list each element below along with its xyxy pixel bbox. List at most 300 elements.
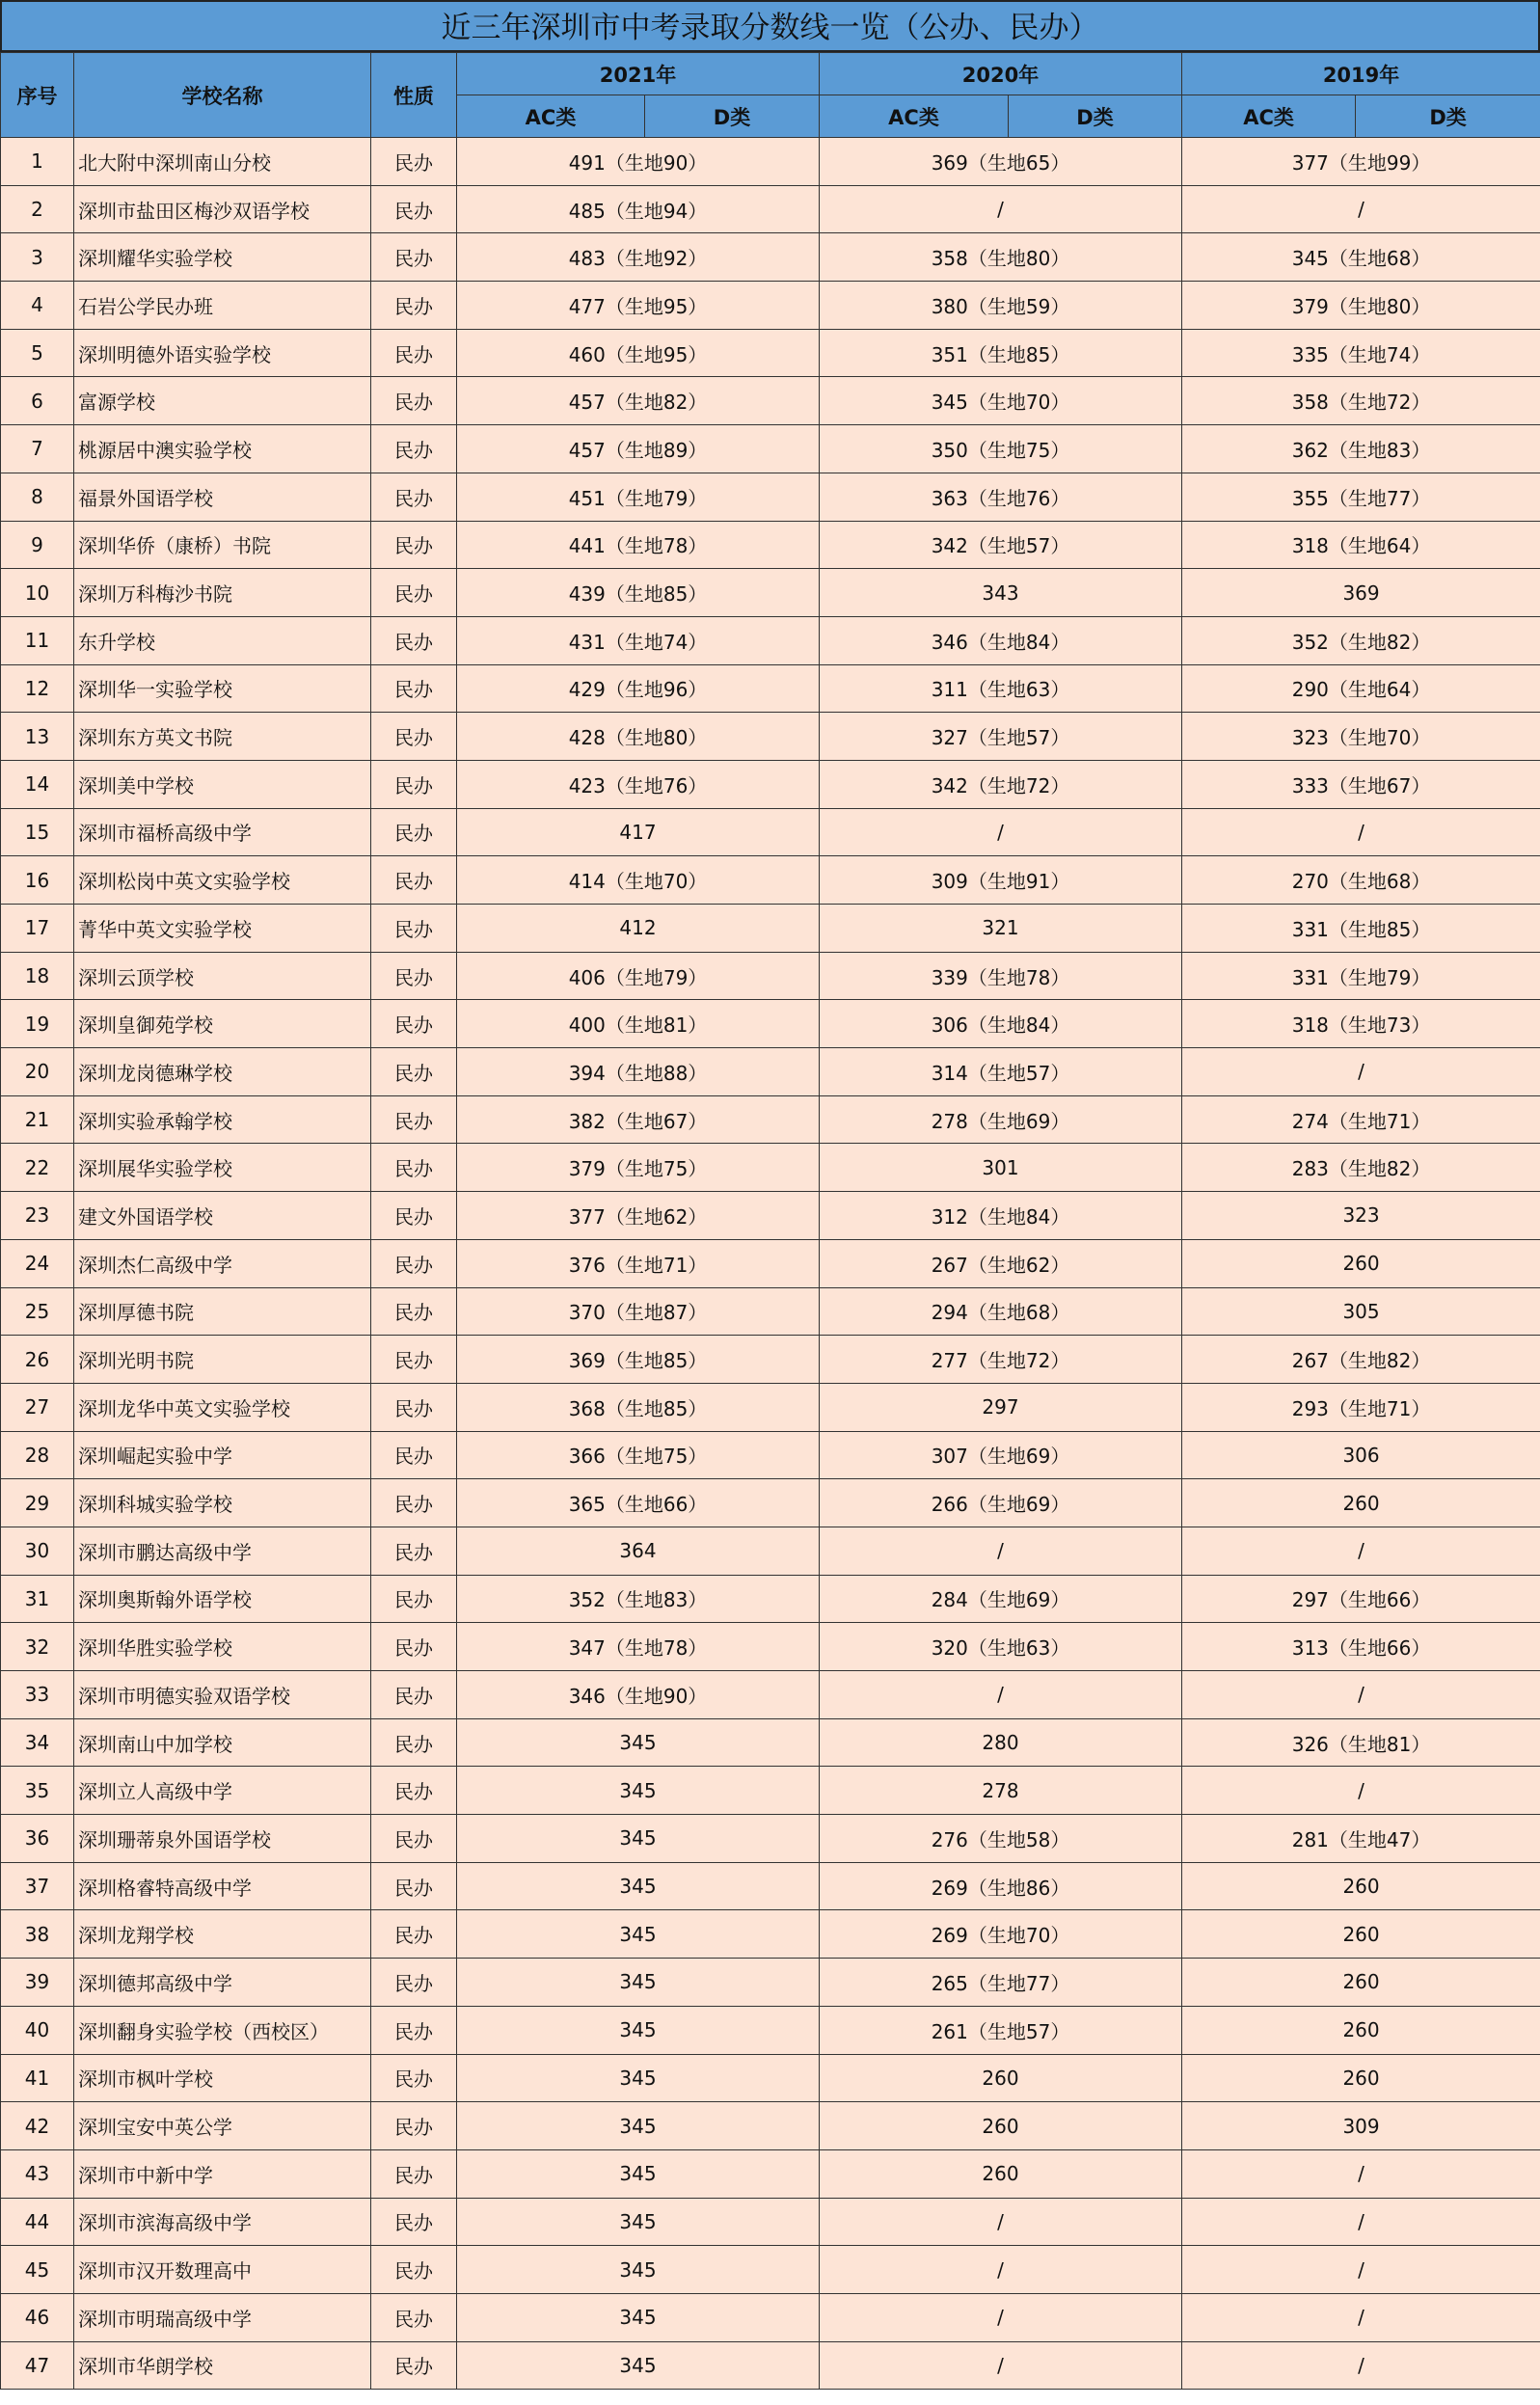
row-seq-cell: 19: [1, 1000, 74, 1048]
row-score-2021-cell: 441（生地78）: [457, 521, 820, 569]
row-score-2019-cell: 355（生地77）: [1182, 473, 1540, 521]
row-seq-cell: 29: [1, 1479, 74, 1527]
table-row: [1, 760, 1540, 808]
table-row: [1, 1718, 1540, 1767]
row-seq-cell: 20: [1, 1048, 74, 1096]
row-seq-cell: 10: [1, 569, 74, 617]
row-seq-cell: 40: [1, 2006, 74, 2054]
row-school-name-cell: 建文外国语学校: [74, 1192, 371, 1240]
row-score-2020-cell: 342（生地72）: [820, 760, 1182, 808]
row-score-2020-cell: /: [820, 808, 1182, 856]
header-d-2019: D类: [1356, 95, 1540, 138]
row-score-2021-cell: 457（生地82）: [457, 377, 820, 425]
row-score-2019-cell: 318（生地73）: [1182, 1000, 1540, 1048]
header-year-2020: 2020年: [820, 53, 1182, 95]
row-type-cell: 民办: [371, 473, 457, 521]
row-seq-cell: 30: [1, 1527, 74, 1575]
row-school-name-cell: 深圳东方英文书院: [74, 713, 371, 761]
row-score-2021-cell: 345: [457, 2054, 820, 2102]
row-score-2020-cell: 260: [820, 2102, 1182, 2150]
row-seq-cell: 13: [1, 713, 74, 761]
row-score-2021-cell: 364: [457, 1527, 820, 1575]
row-score-2019-cell: 345（生地68）: [1182, 233, 1540, 282]
row-score-2021-cell: 365（生地66）: [457, 1479, 820, 1527]
header-school-name: 学校名称: [74, 53, 371, 138]
row-score-2020-cell: 350（生地75）: [820, 425, 1182, 473]
row-type-cell: 民办: [371, 1718, 457, 1767]
row-score-2020-cell: 261（生地57）: [820, 2006, 1182, 2054]
row-score-2021-cell: 457（生地89）: [457, 425, 820, 473]
row-score-2019-cell: 281（生地47）: [1182, 1815, 1540, 1863]
table-body: [1, 138, 1540, 2390]
row-score-2021-cell: 345: [457, 2149, 820, 2198]
row-score-2020-cell: 278: [820, 1767, 1182, 1815]
row-school-name-cell: 深圳奥斯翰外语学校: [74, 1575, 371, 1623]
row-school-name-cell: 深圳美中学校: [74, 760, 371, 808]
row-score-2021-cell: 345: [457, 2246, 820, 2294]
row-seq-cell: 9: [1, 521, 74, 569]
row-score-2020-cell: 269（生地86）: [820, 1862, 1182, 1910]
header-seq: 序号: [1, 53, 74, 138]
row-type-cell: 民办: [371, 233, 457, 282]
table-row: [1, 1048, 1540, 1096]
row-school-name-cell: 深圳市明德实验双语学校: [74, 1671, 371, 1719]
row-score-2020-cell: 380（生地59）: [820, 282, 1182, 330]
row-type-cell: 民办: [371, 2006, 457, 2054]
row-score-2019-cell: 293（生地71）: [1182, 1383, 1540, 1431]
row-type-cell: 民办: [371, 664, 457, 713]
row-score-2020-cell: 306（生地84）: [820, 1000, 1182, 1048]
table-row: [1, 1479, 1540, 1527]
row-type-cell: 民办: [371, 138, 457, 186]
row-type-cell: 民办: [371, 2149, 457, 2198]
row-seq-cell: 26: [1, 1336, 74, 1384]
row-score-2020-cell: 343: [820, 569, 1182, 617]
row-seq-cell: 38: [1, 1910, 74, 1959]
row-score-2019-cell: 352（生地82）: [1182, 616, 1540, 664]
row-school-name-cell: 深圳科城实验学校: [74, 1479, 371, 1527]
row-seq-cell: 11: [1, 616, 74, 664]
table-row: [1, 377, 1540, 425]
row-score-2019-cell: 313（生地66）: [1182, 1623, 1540, 1671]
row-score-2020-cell: 267（生地62）: [820, 1239, 1182, 1287]
row-seq-cell: 7: [1, 425, 74, 473]
row-school-name-cell: 深圳宝安中英公学: [74, 2102, 371, 2150]
row-school-name-cell: 深圳华一实验学校: [74, 664, 371, 713]
row-score-2019-cell: 379（生地80）: [1182, 282, 1540, 330]
row-score-2019-cell: 323: [1182, 1192, 1540, 1240]
row-seq-cell: 2: [1, 185, 74, 233]
row-score-2020-cell: 309（生地91）: [820, 856, 1182, 905]
row-school-name-cell: 深圳耀华实验学校: [74, 233, 371, 282]
row-type-cell: 民办: [371, 905, 457, 953]
row-type-cell: 民办: [371, 1192, 457, 1240]
row-score-2020-cell: 320（生地63）: [820, 1623, 1182, 1671]
row-score-2020-cell: /: [820, 1527, 1182, 1575]
row-score-2019-cell: 274（生地71）: [1182, 1095, 1540, 1144]
row-type-cell: 民办: [371, 1000, 457, 1048]
row-school-name-cell: 深圳市枫叶学校: [74, 2054, 371, 2102]
row-seq-cell: 25: [1, 1287, 74, 1336]
row-type-cell: 民办: [371, 1767, 457, 1815]
row-score-2019-cell: /: [1182, 1767, 1540, 1815]
header-type: 性质: [371, 53, 457, 138]
table-row: [1, 1095, 1540, 1144]
row-score-2021-cell: 345: [457, 1862, 820, 1910]
row-seq-cell: 41: [1, 2054, 74, 2102]
row-type-cell: 民办: [371, 713, 457, 761]
row-score-2020-cell: 345（生地70）: [820, 377, 1182, 425]
row-school-name-cell: 深圳市盐田区梅沙双语学校: [74, 185, 371, 233]
row-score-2020-cell: 321: [820, 905, 1182, 953]
row-score-2021-cell: 347（生地78）: [457, 1623, 820, 1671]
table-row: [1, 1623, 1540, 1671]
table-row: [1, 1959, 1540, 2007]
table-row: [1, 2102, 1540, 2150]
table-row: [1, 1192, 1540, 1240]
row-type-cell: 民办: [371, 1383, 457, 1431]
row-score-2021-cell: 379（生地75）: [457, 1144, 820, 1192]
table-row: [1, 856, 1540, 905]
row-score-2021-cell: 412: [457, 905, 820, 953]
row-seq-cell: 8: [1, 473, 74, 521]
row-score-2019-cell: 306: [1182, 1431, 1540, 1479]
table-row: [1, 1144, 1540, 1192]
row-score-2019-cell: 260: [1182, 2054, 1540, 2102]
row-score-2019-cell: 270（生地68）: [1182, 856, 1540, 905]
table-row: [1, 1671, 1540, 1719]
row-school-name-cell: 深圳崛起实验中学: [74, 1431, 371, 1479]
row-score-2019-cell: 309: [1182, 2102, 1540, 2150]
header-d-2020: D类: [1009, 95, 1182, 138]
row-seq-cell: 12: [1, 664, 74, 713]
row-score-2020-cell: 351（生地85）: [820, 329, 1182, 377]
row-school-name-cell: 深圳南山中加学校: [74, 1718, 371, 1767]
row-type-cell: 民办: [371, 425, 457, 473]
table-row: [1, 1336, 1540, 1384]
table-row: [1, 569, 1540, 617]
row-score-2021-cell: 345: [457, 1959, 820, 2007]
row-score-2021-cell: 439（生地85）: [457, 569, 820, 617]
row-seq-cell: 35: [1, 1767, 74, 1815]
row-score-2021-cell: 485（生地94）: [457, 185, 820, 233]
row-score-2019-cell: 260: [1182, 1862, 1540, 1910]
row-seq-cell: 44: [1, 2198, 74, 2246]
table-row: [1, 2341, 1540, 2390]
row-score-2019-cell: /: [1182, 2246, 1540, 2294]
row-score-2020-cell: 339（生地78）: [820, 952, 1182, 1000]
row-score-2019-cell: 333（生地67）: [1182, 760, 1540, 808]
table-row: [1, 329, 1540, 377]
row-score-2020-cell: 278（生地69）: [820, 1095, 1182, 1144]
row-seq-cell: 18: [1, 952, 74, 1000]
row-score-2020-cell: 363（生地76）: [820, 473, 1182, 521]
row-score-2021-cell: 483（生地92）: [457, 233, 820, 282]
row-score-2020-cell: 260: [820, 2149, 1182, 2198]
row-score-2019-cell: 323（生地70）: [1182, 713, 1540, 761]
row-score-2021-cell: 345: [457, 2102, 820, 2150]
row-school-name-cell: 东升学校: [74, 616, 371, 664]
row-score-2021-cell: 345: [457, 1815, 820, 1863]
table-row: [1, 1431, 1540, 1479]
row-school-name-cell: 石岩公学民办班: [74, 282, 371, 330]
row-type-cell: 民办: [371, 2341, 457, 2390]
row-type-cell: 民办: [371, 1910, 457, 1959]
row-score-2020-cell: /: [820, 2246, 1182, 2294]
table-row: [1, 233, 1540, 282]
row-type-cell: 民办: [371, 1431, 457, 1479]
row-score-2020-cell: 346（生地84）: [820, 616, 1182, 664]
row-type-cell: 民办: [371, 1575, 457, 1623]
row-school-name-cell: 深圳德邦高级中学: [74, 1959, 371, 2007]
row-type-cell: 民办: [371, 2293, 457, 2341]
row-score-2020-cell: 260: [820, 2054, 1182, 2102]
row-type-cell: 民办: [371, 1815, 457, 1863]
row-score-2021-cell: 460（生地95）: [457, 329, 820, 377]
header-d-2021: D类: [645, 95, 820, 138]
row-score-2019-cell: 260: [1182, 1959, 1540, 2007]
row-school-name-cell: 桃源居中澳实验学校: [74, 425, 371, 473]
table-row: [1, 1862, 1540, 1910]
row-school-name-cell: 深圳市汉开数理高中: [74, 2246, 371, 2294]
row-school-name-cell: 深圳松岗中英文实验学校: [74, 856, 371, 905]
row-score-2019-cell: 267（生地82）: [1182, 1336, 1540, 1384]
row-seq-cell: 17: [1, 905, 74, 953]
row-type-cell: 民办: [371, 1479, 457, 1527]
row-score-2021-cell: 352（生地83）: [457, 1575, 820, 1623]
row-score-2021-cell: 376（生地71）: [457, 1239, 820, 1287]
row-school-name-cell: 深圳皇御苑学校: [74, 1000, 371, 1048]
row-seq-cell: 45: [1, 2246, 74, 2294]
row-seq-cell: 31: [1, 1575, 74, 1623]
row-type-cell: 民办: [371, 1862, 457, 1910]
table-row: [1, 2006, 1540, 2054]
row-score-2021-cell: 345: [457, 1767, 820, 1815]
row-score-2020-cell: 266（生地69）: [820, 1479, 1182, 1527]
row-seq-cell: 6: [1, 377, 74, 425]
row-school-name-cell: 深圳市明瑞高级中学: [74, 2293, 371, 2341]
table-row: [1, 282, 1540, 330]
row-score-2019-cell: 326（生地81）: [1182, 1718, 1540, 1767]
table-row: [1, 664, 1540, 713]
row-school-name-cell: 菁华中英文实验学校: [74, 905, 371, 953]
row-score-2021-cell: 345: [457, 1910, 820, 1959]
row-seq-cell: 16: [1, 856, 74, 905]
header-ac-2019: AC类: [1182, 95, 1356, 138]
row-type-cell: 民办: [371, 377, 457, 425]
row-score-2019-cell: /: [1182, 185, 1540, 233]
row-seq-cell: 14: [1, 760, 74, 808]
row-score-2019-cell: 297（生地66）: [1182, 1575, 1540, 1623]
row-score-2020-cell: 276（生地58）: [820, 1815, 1182, 1863]
row-score-2019-cell: 305: [1182, 1287, 1540, 1336]
row-seq-cell: 42: [1, 2102, 74, 2150]
row-type-cell: 民办: [371, 2102, 457, 2150]
row-school-name-cell: 深圳龙岗德琳学校: [74, 1048, 371, 1096]
row-seq-cell: 21: [1, 1095, 74, 1144]
row-score-2020-cell: /: [820, 2293, 1182, 2341]
row-seq-cell: 4: [1, 282, 74, 330]
row-type-cell: 民办: [371, 2054, 457, 2102]
row-school-name-cell: 深圳翻身实验学校（西校区）: [74, 2006, 371, 2054]
row-score-2019-cell: 260: [1182, 2006, 1540, 2054]
row-type-cell: 民办: [371, 1144, 457, 1192]
row-score-2019-cell: /: [1182, 2341, 1540, 2390]
sheet-title: 近三年深圳市中考录取分数线一览（公办、民办）: [0, 0, 1540, 52]
row-seq-cell: 47: [1, 2341, 74, 2390]
row-type-cell: 民办: [371, 808, 457, 856]
table-row: [1, 808, 1540, 856]
row-score-2021-cell: 345: [457, 2293, 820, 2341]
row-score-2019-cell: 260: [1182, 1910, 1540, 1959]
row-type-cell: 民办: [371, 569, 457, 617]
row-score-2019-cell: 331（生地85）: [1182, 905, 1540, 953]
row-school-name-cell: 深圳光明书院: [74, 1336, 371, 1384]
row-school-name-cell: 深圳市滨海高级中学: [74, 2198, 371, 2246]
row-school-name-cell: 北大附中深圳南山分校: [74, 138, 371, 186]
table-row: [1, 1910, 1540, 1959]
row-score-2021-cell: 431（生地74）: [457, 616, 820, 664]
row-score-2020-cell: 312（生地84）: [820, 1192, 1182, 1240]
table-row: [1, 713, 1540, 761]
row-score-2019-cell: /: [1182, 1671, 1540, 1719]
row-type-cell: 民办: [371, 1623, 457, 1671]
table-row: [1, 138, 1540, 186]
row-seq-cell: 27: [1, 1383, 74, 1431]
row-score-2019-cell: /: [1182, 2198, 1540, 2246]
row-score-2021-cell: 414（生地70）: [457, 856, 820, 905]
row-type-cell: 民办: [371, 1959, 457, 2007]
row-score-2021-cell: 491（生地90）: [457, 138, 820, 186]
row-score-2021-cell: 345: [457, 2198, 820, 2246]
row-score-2020-cell: 327（生地57）: [820, 713, 1182, 761]
table-row: [1, 185, 1540, 233]
table-row: [1, 952, 1540, 1000]
row-school-name-cell: 深圳杰仁高级中学: [74, 1239, 371, 1287]
row-score-2021-cell: 369（生地85）: [457, 1336, 820, 1384]
row-score-2021-cell: 477（生地95）: [457, 282, 820, 330]
row-score-2021-cell: 345: [457, 2006, 820, 2054]
table-row: [1, 473, 1540, 521]
row-type-cell: 民办: [371, 1239, 457, 1287]
row-type-cell: 民办: [371, 521, 457, 569]
row-school-name-cell: 深圳厚德书院: [74, 1287, 371, 1336]
row-seq-cell: 37: [1, 1862, 74, 1910]
row-score-2019-cell: /: [1182, 2149, 1540, 2198]
row-score-2020-cell: 277（生地72）: [820, 1336, 1182, 1384]
row-score-2020-cell: 358（生地80）: [820, 233, 1182, 282]
row-school-name-cell: 深圳市福桥高级中学: [74, 808, 371, 856]
row-seq-cell: 1: [1, 138, 74, 186]
table-row: [1, 2149, 1540, 2198]
row-score-2021-cell: 345: [457, 1718, 820, 1767]
header-ac-2020: AC类: [820, 95, 1009, 138]
row-school-name-cell: 深圳格睿特高级中学: [74, 1862, 371, 1910]
row-score-2019-cell: /: [1182, 1527, 1540, 1575]
row-type-cell: 民办: [371, 2246, 457, 2294]
row-type-cell: 民办: [371, 1527, 457, 1575]
row-seq-cell: 23: [1, 1192, 74, 1240]
row-score-2019-cell: 369: [1182, 569, 1540, 617]
row-score-2020-cell: 265（生地77）: [820, 1959, 1182, 2007]
score-table: [0, 52, 1540, 2390]
row-score-2021-cell: 428（生地80）: [457, 713, 820, 761]
table-row: [1, 1815, 1540, 1863]
row-type-cell: 民办: [371, 329, 457, 377]
row-school-name-cell: 深圳立人高级中学: [74, 1767, 371, 1815]
row-school-name-cell: 深圳展华实验学校: [74, 1144, 371, 1192]
row-school-name-cell: 深圳珊蒂泉外国语学校: [74, 1815, 371, 1863]
table-row: [1, 905, 1540, 953]
row-score-2021-cell: 406（生地79）: [457, 952, 820, 1000]
row-score-2020-cell: /: [820, 185, 1182, 233]
row-score-2020-cell: 369（生地65）: [820, 138, 1182, 186]
row-seq-cell: 22: [1, 1144, 74, 1192]
row-type-cell: 民办: [371, 616, 457, 664]
row-score-2020-cell: 284（生地69）: [820, 1575, 1182, 1623]
row-score-2021-cell: 382（生地67）: [457, 1095, 820, 1144]
row-score-2019-cell: 335（生地74）: [1182, 329, 1540, 377]
row-score-2019-cell: /: [1182, 808, 1540, 856]
row-score-2021-cell: 394（生地88）: [457, 1048, 820, 1096]
table-row: [1, 1287, 1540, 1336]
row-type-cell: 民办: [371, 1287, 457, 1336]
row-score-2020-cell: 342（生地57）: [820, 521, 1182, 569]
row-school-name-cell: 深圳市华朗学校: [74, 2341, 371, 2390]
row-seq-cell: 24: [1, 1239, 74, 1287]
row-score-2020-cell: 307（生地69）: [820, 1431, 1182, 1479]
row-type-cell: 民办: [371, 282, 457, 330]
table-row: [1, 425, 1540, 473]
row-score-2021-cell: 423（生地76）: [457, 760, 820, 808]
row-score-2019-cell: /: [1182, 1048, 1540, 1096]
row-type-cell: 民办: [371, 1336, 457, 1384]
row-seq-cell: 46: [1, 2293, 74, 2341]
row-school-name-cell: 深圳实验承翰学校: [74, 1095, 371, 1144]
row-score-2021-cell: 370（生地87）: [457, 1287, 820, 1336]
table-row: [1, 521, 1540, 569]
header-year-2019: 2019年: [1182, 53, 1540, 95]
row-score-2021-cell: 346（生地90）: [457, 1671, 820, 1719]
table-row: [1, 1000, 1540, 1048]
row-type-cell: 民办: [371, 2198, 457, 2246]
row-seq-cell: 15: [1, 808, 74, 856]
header-ac-2021: AC类: [457, 95, 645, 138]
row-score-2021-cell: 417: [457, 808, 820, 856]
row-type-cell: 民办: [371, 1095, 457, 1144]
row-seq-cell: 34: [1, 1718, 74, 1767]
row-score-2019-cell: 362（生地83）: [1182, 425, 1540, 473]
row-type-cell: 民办: [371, 952, 457, 1000]
row-type-cell: 民办: [371, 856, 457, 905]
table-row: [1, 2198, 1540, 2246]
table-row: [1, 1239, 1540, 1287]
row-type-cell: 民办: [371, 760, 457, 808]
row-school-name-cell: 深圳市中新中学: [74, 2149, 371, 2198]
row-score-2019-cell: 318（生地64）: [1182, 521, 1540, 569]
row-score-2021-cell: 400（生地81）: [457, 1000, 820, 1048]
row-score-2021-cell: 345: [457, 2341, 820, 2390]
row-type-cell: 民办: [371, 1671, 457, 1719]
row-score-2020-cell: /: [820, 1671, 1182, 1719]
row-score-2020-cell: 294（生地68）: [820, 1287, 1182, 1336]
row-score-2020-cell: 280: [820, 1718, 1182, 1767]
row-seq-cell: 43: [1, 2149, 74, 2198]
row-score-2020-cell: 311（生地63）: [820, 664, 1182, 713]
row-score-2020-cell: 297: [820, 1383, 1182, 1431]
row-seq-cell: 33: [1, 1671, 74, 1719]
row-score-2019-cell: 260: [1182, 1479, 1540, 1527]
